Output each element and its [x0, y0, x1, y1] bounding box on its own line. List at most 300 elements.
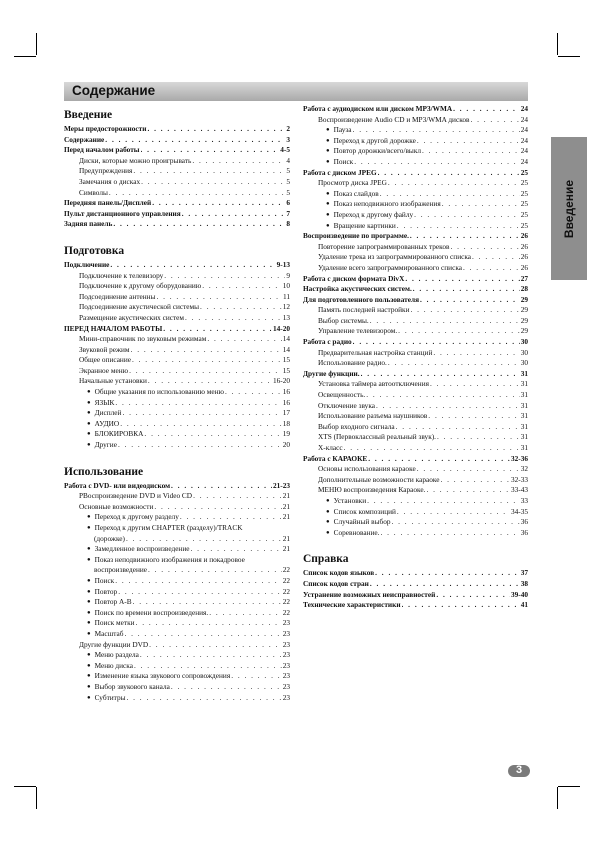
toc-entry-title: Для подготовленного пользователя — [303, 294, 420, 304]
toc-entry[interactable] — [64, 188, 290, 199]
toc-entry[interactable] — [303, 136, 528, 147]
toc-entry-title: ● Повтор — [87, 587, 117, 598]
toc-dot-leader — [120, 419, 282, 430]
toc-page-number: 31 — [520, 400, 528, 410]
toc-entry-title: Подсоединение антенны — [79, 291, 156, 301]
toc-entry-title: ● Переход к другому разделу — [87, 512, 179, 523]
toc-page-number: 32-36 — [510, 453, 528, 463]
toc-page-number: 23 — [282, 660, 290, 670]
toc-entry[interactable] — [303, 157, 528, 168]
toc-page-number: 21 — [282, 501, 290, 511]
toc-entry[interactable] — [64, 523, 290, 534]
toc-entry[interactable] — [303, 210, 528, 221]
toc-entry-title: Установка таймера автоотключения — [318, 379, 429, 389]
toc-entry[interactable] — [64, 156, 290, 167]
toc-page-number: 31 — [520, 390, 528, 400]
toc-page-number: 23 — [282, 692, 290, 702]
toc-page-number: 23 — [282, 639, 290, 649]
toc-dot-leader — [430, 379, 520, 390]
toc-dot-leader — [164, 271, 285, 282]
toc-entry[interactable] — [64, 292, 290, 303]
toc-dot-leader — [225, 387, 282, 398]
toc-entry[interactable] — [303, 337, 528, 348]
toc-entry[interactable] — [64, 345, 290, 356]
toc-dot-leader — [207, 334, 281, 345]
toc-entry[interactable] — [303, 178, 528, 189]
toc-entry-title: Работа с КАРАОКЕ — [303, 453, 368, 463]
toc-entry-title: Другие функции. — [303, 368, 360, 378]
toc-page-number: 25 — [520, 209, 528, 219]
toc-entry-title: Подключение — [64, 259, 110, 269]
toc-entry-title: Повторение запрограммированных треков — [318, 241, 450, 251]
toc-entry[interactable] — [303, 274, 528, 285]
toc-entry[interactable] — [64, 608, 290, 619]
toc-page-number: 38 — [520, 578, 528, 588]
toc-entry-title: Настройка акустических систем. — [303, 284, 412, 294]
toc-entry-title: Список кодов языков — [303, 568, 375, 578]
toc-dot-leader — [115, 398, 281, 409]
toc-dot-leader — [353, 337, 520, 348]
toc-page-number: 30 — [520, 337, 528, 347]
toc-dot-leader — [440, 475, 510, 486]
toc-entry-title: Мини-справочник по звуковым режимам — [79, 334, 207, 344]
toc-entry[interactable] — [64, 376, 290, 387]
toc-entry[interactable] — [64, 555, 290, 566]
toc-dot-leader — [163, 324, 272, 335]
toc-entry[interactable] — [64, 671, 290, 682]
toc-dot-leader — [131, 345, 282, 356]
toc-page-number: 39-40 — [510, 589, 528, 599]
toc-dot-leader — [422, 146, 520, 157]
toc-entry-title: Содержание — [64, 134, 105, 144]
toc-page-number: 14 — [282, 344, 290, 354]
toc-entry[interactable] — [64, 124, 290, 135]
toc-dot-leader — [398, 326, 520, 337]
toc-entry[interactable] — [303, 284, 528, 295]
crop-mark-top-left-h — [14, 56, 36, 57]
toc-entry[interactable] — [64, 209, 290, 220]
toc-entry[interactable] — [303, 422, 528, 433]
toc-page-number: 31 — [520, 432, 528, 442]
toc-right-column — [303, 104, 528, 611]
toc-entry[interactable] — [303, 168, 528, 179]
toc-page-number: 14-20 — [272, 323, 290, 333]
toc-entry-title: ● Переход к другой дорожке — [326, 136, 416, 147]
toc-dot-leader — [182, 209, 286, 220]
toc-entry-title: ● Меню раздела — [87, 650, 139, 661]
toc-entry[interactable] — [64, 429, 290, 440]
toc-entry[interactable] — [303, 242, 528, 253]
toc-page-number: 41 — [520, 600, 528, 610]
toc-entry-title: Работа с DVD- или видеодиском — [64, 480, 171, 490]
toc-entry-title: ● Дисплей — [87, 408, 121, 419]
toc-page-number: 21 — [282, 544, 290, 554]
toc-entry[interactable] — [64, 166, 290, 177]
toc-entry-title: ● Переход к другим CHAPTER (разделу)/TRACK — [87, 523, 242, 534]
toc-page-number: 22 — [282, 597, 290, 607]
toc-entry-title: Управление телевизором. — [318, 326, 398, 336]
toc-entry[interactable] — [303, 358, 528, 369]
toc-page-number: 31 — [520, 443, 528, 452]
toc-entry[interactable] — [303, 568, 528, 579]
toc-dot-leader — [171, 682, 282, 693]
toc-entry-title: ● Пауза — [326, 125, 352, 136]
toc-entry[interactable] — [303, 590, 528, 601]
toc-dot-leader — [148, 376, 272, 387]
toc-dot-leader — [136, 618, 282, 629]
toc-entry-title: Общее описание — [79, 355, 131, 365]
toc-entry-title: ● Замедленное воспроизведение — [87, 544, 189, 555]
toc-entry[interactable] — [303, 507, 528, 518]
toc-page-number: 30 — [520, 358, 528, 368]
toc-dot-leader — [190, 544, 281, 555]
toc-entry[interactable] — [64, 387, 290, 398]
toc-entry-title: (дорожке) — [94, 533, 125, 543]
toc-page-number: 31 — [520, 421, 528, 431]
toc-dot-leader — [463, 263, 520, 274]
toc-entry[interactable] — [64, 587, 290, 598]
toc-page-number: 25 — [520, 178, 528, 188]
toc-page-number: 29 — [520, 294, 528, 304]
toc-dot-leader — [420, 295, 520, 306]
toc-entry-title: ● АУДИО — [87, 419, 119, 430]
toc-entry-title: Использование разъема наушников — [318, 411, 428, 421]
toc-entry[interactable] — [64, 313, 290, 324]
toc-entry-title: ● Поиск по времени воспроизведения. — [87, 608, 208, 619]
toc-dot-leader — [428, 411, 519, 422]
toc-page-number: 15 — [282, 355, 290, 365]
toc-dot-leader — [381, 528, 520, 539]
toc-dot-leader — [413, 284, 520, 295]
toc-page-number: 13 — [282, 312, 290, 322]
toc-entry[interactable] — [303, 231, 528, 242]
toc-dot-leader — [388, 358, 520, 369]
toc-entry[interactable] — [303, 579, 528, 590]
toc-entry[interactable] — [64, 481, 290, 492]
toc-dot-leader — [148, 565, 282, 576]
crop-mark-bottom-right-h — [558, 786, 580, 787]
toc-dot-leader — [109, 188, 285, 199]
toc-entry[interactable] — [64, 597, 290, 608]
toc-dot-leader — [122, 408, 281, 419]
toc-page-number: 23 — [282, 671, 290, 681]
toc-entry-title: Работа с диском JPEG — [303, 167, 377, 177]
toc-entry-title: Меры предосторожности — [64, 124, 147, 133]
toc-entry[interactable] — [64, 398, 290, 409]
toc-dot-leader — [180, 512, 282, 523]
toc-entry-title: ● Поиск — [87, 576, 114, 587]
toc-dot-leader — [134, 661, 282, 672]
toc-dot-leader — [410, 305, 519, 316]
toc-entry[interactable] — [303, 475, 528, 486]
toc-dot-leader — [140, 650, 282, 661]
toc-entry[interactable] — [303, 189, 528, 200]
toc-page-number: 3 — [286, 134, 290, 144]
toc-entry-title: Устранение возможных неисправностей — [303, 589, 436, 599]
toc-dot-leader — [118, 587, 282, 598]
toc-entry[interactable] — [64, 281, 290, 292]
toc-page-number: 21 — [282, 533, 290, 543]
toc-entry[interactable] — [64, 440, 290, 451]
toc-page-number: 24 — [520, 104, 528, 113]
toc-entry[interactable] — [64, 661, 290, 672]
toc-page-number: 21 — [282, 491, 290, 501]
toc-entry[interactable] — [64, 534, 290, 545]
toc-entry[interactable] — [303, 348, 528, 359]
toc-page-number: 24 — [520, 156, 528, 166]
toc-entry-title: Освещенность. — [318, 390, 366, 400]
toc-entry[interactable] — [303, 199, 528, 210]
toc-entry-title: Работа с диском формата DivX — [303, 273, 405, 283]
toc-entry-title: Звуковой режим — [79, 344, 130, 354]
toc-entry[interactable] — [64, 682, 290, 693]
toc-entry-title: Подключение к другому оборудованию — [79, 281, 202, 291]
toc-dot-leader — [361, 369, 520, 380]
toc-dot-leader — [402, 600, 520, 611]
toc-entry[interactable] — [303, 305, 528, 316]
toc-entry[interactable] — [64, 355, 290, 366]
toc-entry[interactable] — [64, 491, 290, 502]
toc-section-heading: Справка — [303, 553, 349, 566]
toc-entry-title: Начальные установки — [79, 376, 147, 386]
toc-entry[interactable] — [64, 419, 290, 430]
toc-entry[interactable] — [64, 408, 290, 419]
toc-entry-title: X-класс — [318, 443, 343, 452]
page-number-badge — [508, 765, 530, 777]
toc-dot-leader — [202, 281, 281, 292]
toc-dot-leader — [367, 496, 520, 507]
toc-entry[interactable] — [303, 464, 528, 475]
toc-page-number: 22 — [282, 586, 290, 596]
toc-entry-title: ● Поиск метки — [87, 618, 135, 629]
toc-entry[interactable] — [303, 411, 528, 422]
toc-page-number: 36 — [520, 527, 528, 537]
toc-entry[interactable] — [64, 334, 290, 345]
toc-page-number: 27 — [520, 273, 528, 283]
toc-entry[interactable] — [64, 544, 290, 555]
toc-page-number: 24 — [520, 114, 528, 124]
toc-dot-leader — [417, 136, 520, 147]
toc-entry[interactable] — [64, 650, 290, 661]
toc-entry-title: XTS (Первоклассный реальный звук). — [318, 432, 436, 442]
toc-dot-leader — [354, 157, 519, 168]
toc-entry[interactable] — [303, 316, 528, 327]
toc-entry[interactable] — [303, 379, 528, 390]
toc-dot-leader — [231, 671, 282, 682]
toc-entry[interactable] — [303, 517, 528, 528]
toc-entry[interactable] — [64, 302, 290, 313]
toc-dot-leader — [368, 454, 510, 465]
toc-entry[interactable] — [303, 390, 528, 401]
toc-entry[interactable] — [64, 260, 290, 271]
toc-entry-title: воспроизведение — [94, 565, 147, 575]
toc-dot-leader — [450, 242, 519, 253]
toc-entry[interactable] — [303, 115, 528, 126]
toc-entry-title: ● Субтитры — [87, 693, 126, 704]
toc-dot-leader — [405, 274, 519, 285]
toc-dot-leader — [375, 568, 520, 579]
toc-dot-leader — [126, 534, 282, 545]
toc-dot-leader — [414, 210, 520, 221]
page-number: 3 — [515, 764, 523, 776]
toc-page-number: 29 — [520, 326, 528, 336]
toc-page-number: 31 — [520, 379, 528, 389]
toc-page-number: 21-23 — [272, 480, 290, 490]
toc-entry-title: ● Переход к другому файлу — [326, 210, 413, 221]
toc-entry[interactable] — [64, 219, 290, 230]
page-title-bar — [64, 82, 528, 101]
toc-entry-title: ● Повтор A-B — [87, 597, 132, 608]
toc-entry-title: ● Показ неподвижного изображения и покадровое — [87, 555, 245, 566]
toc-dot-leader — [392, 517, 520, 528]
toc-page-number: 24 — [520, 135, 528, 145]
toc-entry[interactable] — [64, 693, 290, 704]
toc-page-number: 9 — [286, 270, 290, 280]
toc-page-number: 14 — [282, 334, 290, 344]
toc-entry[interactable] — [303, 443, 528, 454]
toc-dot-leader — [156, 292, 282, 303]
toc-page-number: 4 — [286, 155, 290, 165]
toc-page-number: 5 — [286, 166, 290, 176]
toc-dot-leader — [149, 640, 282, 651]
toc-page-number: 26 — [520, 231, 528, 241]
toc-entry[interactable] — [303, 401, 528, 412]
toc-dot-leader — [366, 390, 519, 401]
toc-entry[interactable] — [64, 502, 290, 513]
toc-entry[interactable] — [64, 629, 290, 640]
toc-page-number: 29 — [520, 315, 528, 325]
toc-page-number: 16-20 — [272, 376, 290, 386]
toc-dot-leader — [113, 219, 285, 230]
toc-entry-title: Основные возможности — [79, 501, 154, 511]
toc-entry[interactable] — [303, 125, 528, 136]
toc-dot-leader — [124, 629, 281, 640]
toc-page-number: 10 — [282, 281, 290, 291]
toc-entry-title: Воспроизведение Audio CD и MP3/WMA дисков — [318, 114, 470, 124]
toc-entry[interactable] — [64, 145, 290, 156]
crop-mark-bottom-left-h — [14, 786, 36, 787]
toc-entry-title: Список кодов стран — [303, 578, 369, 588]
crop-mark-bottom-right-v — [557, 787, 558, 809]
crop-mark-top-right-v — [557, 33, 558, 55]
page-title: Содержание — [72, 83, 156, 98]
toc-dot-leader — [380, 189, 520, 200]
toc-entry[interactable] — [303, 146, 528, 157]
toc-page-number: 22 — [282, 575, 290, 585]
toc-entry[interactable] — [303, 485, 528, 496]
toc-entry[interactable] — [64, 177, 290, 188]
toc-entry[interactable] — [64, 565, 290, 576]
toc-page-number: 25 — [520, 167, 528, 177]
toc-entry-title: Дополнительные возможности караоке — [318, 474, 440, 484]
toc-entry[interactable] — [64, 198, 290, 209]
toc-page-number: 6 — [286, 198, 290, 208]
toc-dot-leader — [396, 422, 520, 433]
toc-page-number: 23 — [282, 628, 290, 638]
toc-dot-leader — [144, 429, 281, 440]
toc-page-number: 20 — [282, 440, 290, 450]
toc-dot-leader — [129, 366, 282, 377]
toc-page-number: 17 — [282, 408, 290, 418]
toc-page-number: 18 — [282, 418, 290, 428]
toc-dot-leader — [437, 432, 520, 443]
toc-page-number: 33 — [520, 495, 528, 505]
toc-entry-title: PВоспроизведение DVD и Video CD — [79, 491, 193, 501]
toc-entry[interactable] — [303, 600, 528, 611]
side-section-label: Введение — [562, 179, 576, 238]
toc-entry-title: Диски, которые можно проигрывать — [79, 155, 192, 165]
toc-entry[interactable] — [303, 104, 528, 115]
toc-dot-leader — [426, 485, 510, 496]
toc-entry[interactable] — [64, 271, 290, 282]
toc-page-number: 5 — [286, 176, 290, 186]
toc-entry-title: Технические характеристики — [303, 600, 401, 610]
toc-entry[interactable] — [303, 326, 528, 337]
toc-entry[interactable] — [64, 366, 290, 377]
toc-page-number: 21 — [282, 512, 290, 522]
side-section-tab — [551, 137, 587, 280]
toc-dot-leader — [133, 597, 282, 608]
toc-dot-leader — [472, 252, 520, 263]
toc-dot-leader — [200, 302, 282, 313]
toc-entry-title: ● Изменение языка звукового сопровождения — [87, 671, 230, 682]
toc-dot-leader — [193, 491, 282, 502]
toc-page-number: 36 — [520, 517, 528, 527]
toc-entry[interactable] — [303, 221, 528, 232]
toc-entry-title: Подключение к телевизору — [79, 270, 164, 280]
toc-entry[interactable] — [303, 528, 528, 539]
toc-entry[interactable] — [64, 135, 290, 146]
toc-entry-title: ● Соревнование. — [326, 528, 380, 539]
toc-entry[interactable] — [64, 324, 290, 335]
toc-entry[interactable] — [303, 432, 528, 443]
toc-entry[interactable] — [303, 252, 528, 263]
toc-entry-title: Задняя панель — [64, 219, 113, 229]
toc-entry[interactable] — [303, 263, 528, 274]
toc-dot-leader — [417, 464, 520, 475]
toc-page-number: 25 — [520, 188, 528, 198]
toc-left-column — [64, 104, 290, 703]
toc-entry-title: Воспроизведение по программе. — [303, 231, 409, 241]
toc-entry-title: Замечания о дисках — [79, 176, 141, 186]
toc-page-number: 12 — [282, 302, 290, 312]
toc-page-number: 32 — [520, 464, 528, 474]
toc-section-heading: Использование — [64, 465, 144, 478]
toc-dot-leader — [353, 125, 520, 136]
toc-page-number: 16 — [282, 397, 290, 407]
toc-entry[interactable] — [303, 454, 528, 465]
toc-page-number: 29 — [520, 305, 528, 315]
toc-entry[interactable] — [303, 496, 528, 507]
toc-page-number: 22 — [282, 565, 290, 575]
toc-page-number: 9-13 — [276, 259, 290, 269]
toc-page-number: 23 — [282, 681, 290, 691]
toc-dot-leader — [397, 221, 520, 232]
toc-entry[interactable] — [64, 640, 290, 651]
toc-entry[interactable] — [64, 576, 290, 587]
toc-entry[interactable] — [64, 512, 290, 523]
toc-dot-leader — [133, 166, 285, 177]
toc-entry[interactable] — [64, 618, 290, 629]
toc-page-number: 31 — [520, 411, 528, 421]
toc-dot-leader — [370, 579, 520, 590]
toc-dot-leader — [209, 608, 282, 619]
toc-entry-title: Использование радио. — [318, 358, 387, 368]
toc-page-number: 11 — [282, 291, 290, 301]
toc-dot-leader — [433, 348, 519, 359]
toc-entry[interactable] — [303, 369, 528, 380]
toc-entry[interactable] — [303, 295, 528, 306]
